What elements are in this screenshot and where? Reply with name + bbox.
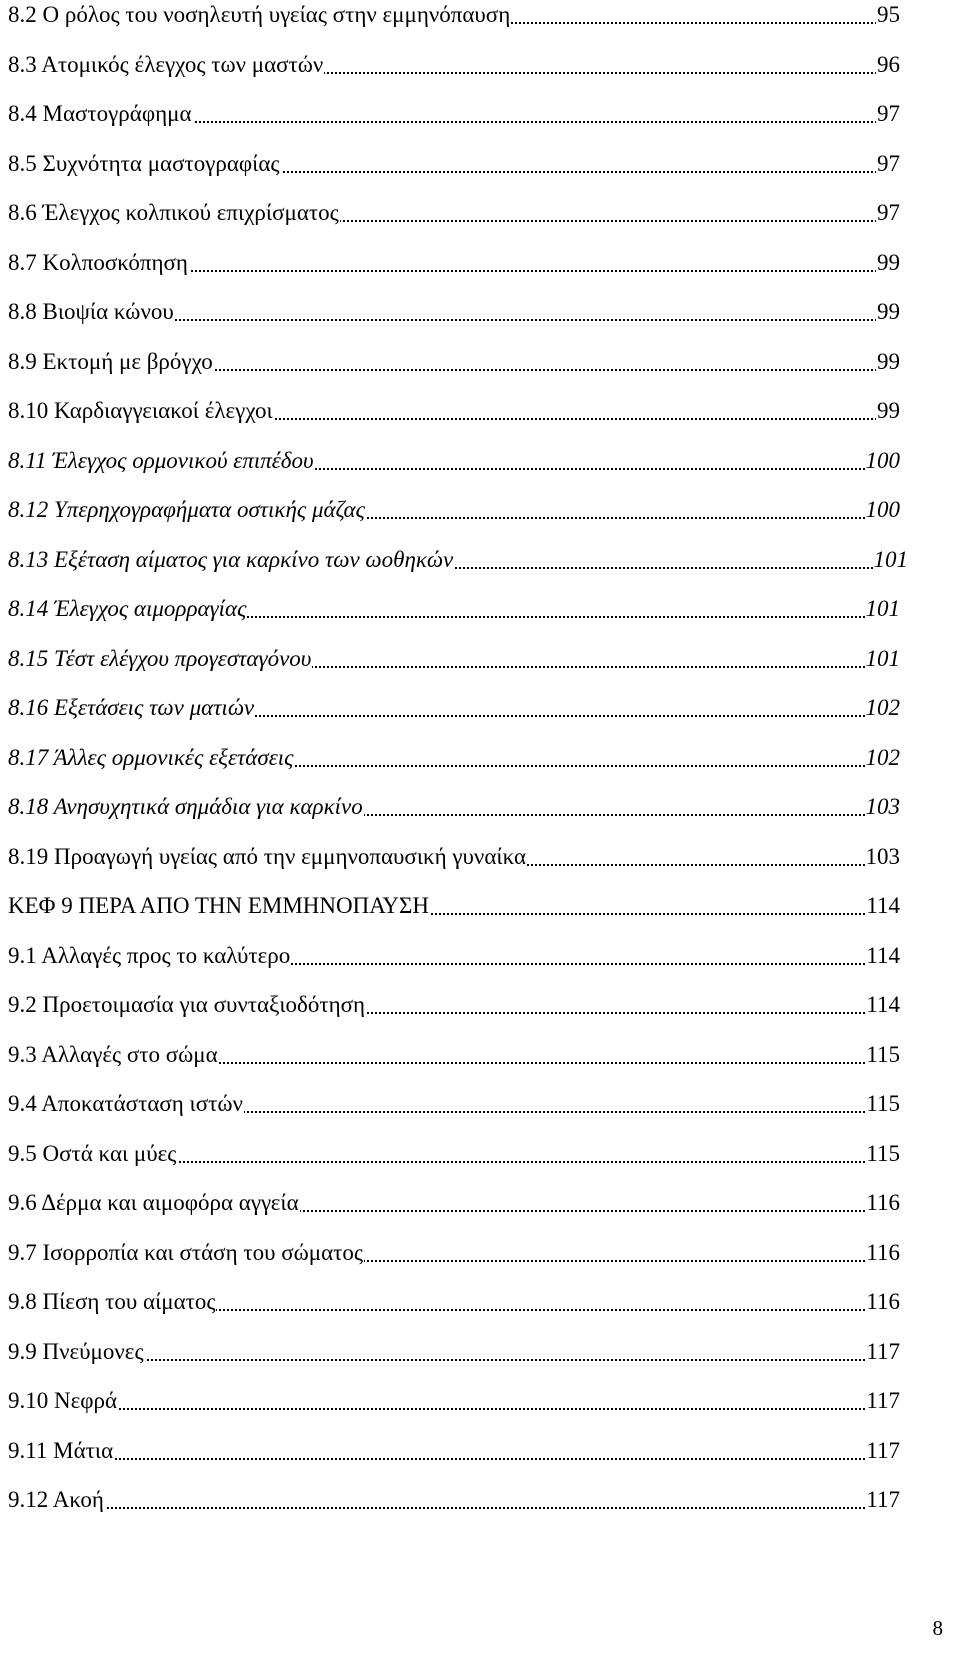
table-of-contents — [8, 0, 958, 1535]
toc-entry-page: 117 — [866, 1338, 900, 1364]
toc-entry-page: 101 — [873, 546, 908, 572]
toc-entry-title: 9.11 Μάτια — [8, 1437, 114, 1463]
toc-entry-title: 8.8 Βιοψία κώνου — [8, 299, 174, 324]
toc-entry[interactable] — [8, 941, 900, 991]
dot-leader — [8, 1408, 900, 1410]
toc-entry-page: 99 — [877, 398, 900, 423]
toc-entry-title: 9.6 Δέρμα και αιμοφόρα αγγεία — [8, 1190, 299, 1215]
toc-entry[interactable] — [8, 1139, 900, 1189]
toc-entry[interactable] — [8, 644, 900, 694]
toc-entry-title: 8.5 Συχνότητα μαστογραφίας — [8, 150, 280, 176]
toc-entry-title: 8.9 Εκτομή με βρόγχο — [8, 348, 213, 374]
toc-entry-page: 114 — [866, 942, 900, 968]
toc-entry-title: 9.7 Ισορροπία και στάση του σώματος — [8, 1239, 364, 1265]
toc-entry-title: 8.17 Άλλες ορμονικές εξετάσεις — [8, 744, 294, 770]
toc-entry-page: 95 — [877, 2, 900, 27]
toc-entry-page: 102 — [865, 744, 900, 770]
toc-entry[interactable] — [8, 446, 900, 496]
toc-entry-title: 9.4 Αποκατάσταση ιστών — [8, 1091, 243, 1116]
toc-entry[interactable] — [8, 743, 900, 793]
toc-entry-page: 99 — [877, 348, 900, 374]
toc-entry-title: 8.4 Μαστογράφημα — [8, 101, 192, 126]
toc-entry[interactable] — [8, 693, 900, 743]
toc-entry[interactable] — [8, 891, 900, 941]
toc-entry-page: 117 — [866, 1487, 900, 1512]
toc-entry-page: 97 — [877, 150, 900, 176]
toc-entry-page: 116 — [866, 1190, 900, 1215]
toc-entry-title: 9.2 Προετοιμασία για συνταξιοδότηση — [8, 992, 366, 1017]
toc-entry-title: 8.6 Έλεγχος κολπικού επιχρίσματος — [8, 200, 339, 225]
toc-entry[interactable] — [8, 990, 900, 1040]
toc-entry-title: 9.3 Αλλαγές στο σώμα — [8, 1041, 218, 1067]
toc-entry-page: 116 — [866, 1239, 900, 1265]
toc-entry-title: 8.3 Ατομικός έλεγχος των μαστών — [8, 51, 324, 77]
toc-entry[interactable] — [8, 396, 900, 446]
toc-entry[interactable] — [8, 1436, 900, 1486]
toc-entry[interactable] — [8, 594, 900, 644]
toc-entry-title: 8.14 Έλεγχος αιμορραγίας — [8, 596, 247, 621]
toc-entry-title: 8.2 Ο ρόλος του νοσηλευτή υγείας στην εμμηνόπαυση — [8, 2, 511, 27]
toc-entry[interactable] — [8, 248, 900, 298]
toc-entry-page: 96 — [877, 51, 900, 77]
toc-entry-title: 8.12 Υπερηχογραφήματα οστικής μάζας — [8, 497, 365, 522]
toc-entry-page: 117 — [866, 1437, 900, 1463]
toc-entry[interactable] — [8, 198, 900, 248]
toc-entry[interactable] — [8, 0, 900, 50]
page-number: 8 — [932, 1616, 943, 1640]
toc-entry-page: 100 — [865, 447, 900, 473]
toc-entry-title: 9.12 Ακοή — [8, 1487, 104, 1512]
toc-entry-title: 8.7 Κολποσκόπηση — [8, 249, 188, 275]
toc-entry[interactable] — [8, 545, 908, 595]
toc-entry-page: 99 — [877, 249, 900, 275]
toc-entry-title: 8.16 Εξετάσεις των ματιών — [8, 695, 255, 720]
toc-entry-page: 100 — [865, 497, 900, 522]
toc-entry-page: 115 — [866, 1140, 900, 1166]
toc-entry-title: ΚΕΦ 9 ΠΕΡΑ ΑΠΟ ΤΗΝ ΕΜΜΗΝΟΠΑΥΣΗ — [8, 893, 429, 918]
toc-entry-title: 9.5 Οστά και μύες — [8, 1140, 177, 1166]
toc-entry[interactable] — [8, 1337, 900, 1387]
toc-entry[interactable] — [8, 99, 900, 149]
dot-leader — [8, 1458, 900, 1460]
toc-entry-page: 115 — [866, 1041, 900, 1067]
toc-entry-page: 102 — [865, 695, 900, 720]
toc-entry[interactable] — [8, 347, 900, 397]
toc-entry-page: 114 — [866, 893, 900, 918]
toc-entry-page: 97 — [877, 101, 900, 126]
toc-entry-page: 97 — [877, 200, 900, 225]
toc-entry-page: 101 — [865, 596, 900, 621]
toc-entry[interactable] — [8, 297, 900, 347]
toc-entry-title: 8.11 Έλεγχος ορμονικού επιπέδου — [8, 447, 314, 473]
toc-entry-page: 99 — [877, 299, 900, 324]
toc-entry-title: 8.13 Εξέταση αίματος για καρκίνο των ωοθηκών — [8, 546, 454, 572]
toc-entry[interactable] — [8, 1485, 900, 1535]
toc-entry[interactable] — [8, 149, 900, 199]
toc-entry-page: 101 — [865, 645, 900, 671]
toc-entry-title: 8.15 Τέστ ελέγχου προγεσταγόνου — [8, 645, 312, 671]
toc-entry-page: 117 — [866, 1388, 900, 1413]
toc-entry-page: 116 — [866, 1289, 900, 1314]
toc-entry-page: 103 — [865, 794, 900, 819]
toc-entry[interactable] — [8, 1089, 900, 1139]
toc-entry-title: 8.10 Καρδιαγγειακοί έλεγχοι — [8, 398, 273, 423]
toc-entry[interactable] — [8, 1188, 900, 1238]
toc-entry[interactable] — [8, 1238, 900, 1288]
toc-entry[interactable] — [8, 495, 900, 545]
toc-entry-title: 9.8 Πίεση του αίματος — [8, 1289, 216, 1314]
toc-entry-title: 9.10 Νεφρά — [8, 1388, 118, 1413]
toc-entry-page: 115 — [866, 1091, 900, 1116]
toc-entry[interactable] — [8, 1386, 900, 1436]
toc-entry-title: 9.9 Πνεύμονες — [8, 1338, 144, 1364]
toc-entry[interactable] — [8, 1287, 900, 1337]
toc-entry[interactable] — [8, 842, 900, 892]
toc-entry-page: 114 — [866, 992, 900, 1017]
toc-entry-title: 9.1 Αλλαγές προς το καλύτερο — [8, 942, 291, 968]
toc-entry-page: 103 — [865, 843, 900, 869]
toc-entry[interactable] — [8, 792, 900, 842]
toc-entry[interactable] — [8, 50, 900, 100]
toc-entry[interactable] — [8, 1040, 900, 1090]
toc-entry-title: 8.18 Ανησυχητικά σημάδια για καρκίνο — [8, 794, 363, 819]
toc-entry-title: 8.19 Προαγωγή υγείας από την εμμηνοπαυσική γυναίκα — [8, 843, 527, 869]
dot-leader — [8, 1507, 900, 1509]
